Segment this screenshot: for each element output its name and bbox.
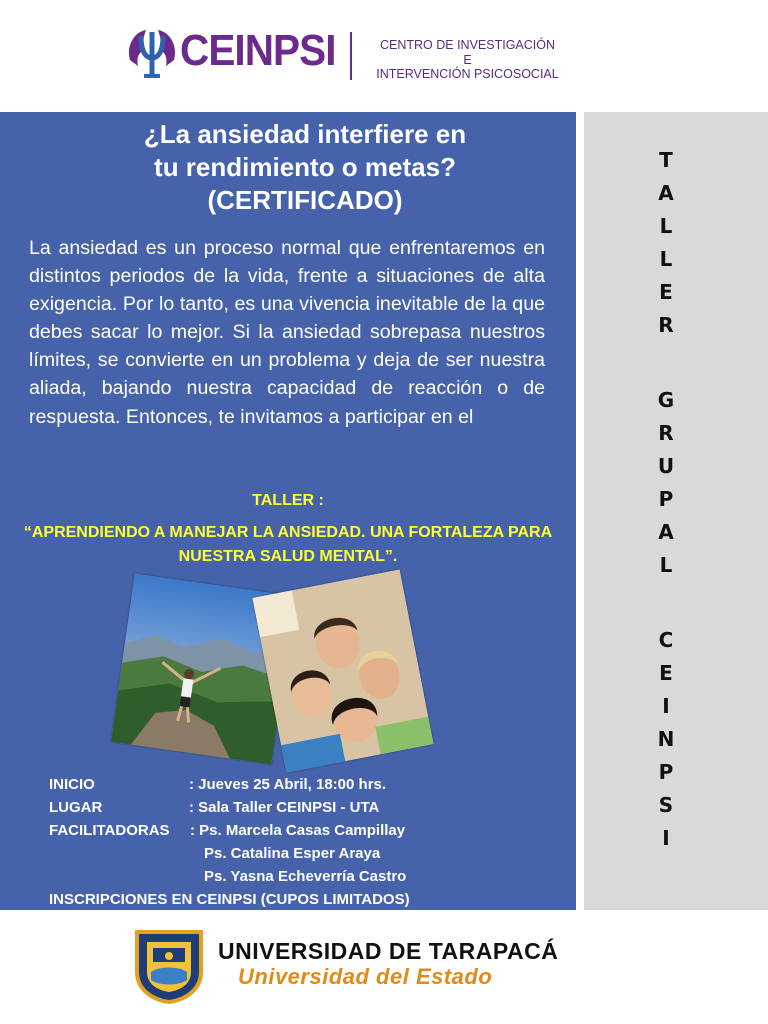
facilitadora-3: Ps. Yasna Echeverría Castro (204, 868, 407, 885)
taller-name: “APRENDIENDO A MANEJAR LA ANSIEDAD. UNA FORTALEZA PARA NUESTRA SALUD MENTAL”. (23, 524, 553, 565)
lugar-value: : Sala Taller CEINPSI - UTA (189, 799, 380, 816)
side-letter: P (658, 760, 674, 784)
side-letter: A (658, 181, 674, 205)
university-tagline: Universidad del Estado (238, 964, 493, 989)
side-letter: L (659, 214, 673, 238)
side-letter: I (662, 694, 670, 718)
psi-heads-icon (124, 22, 180, 82)
side-letter: R (658, 313, 674, 337)
side-letter: T (659, 148, 673, 172)
subtitle-line-1: CENTRO DE INVESTIGACIÓN (379, 38, 556, 52)
side-letter: I (662, 826, 670, 850)
facilitadora-1: : Ps. Marcela Casas Campillay (190, 822, 406, 839)
side-letter: E (659, 661, 673, 685)
side-letter: A (658, 520, 674, 544)
taller-label: TALLER : (252, 492, 324, 509)
side-letter: L (659, 247, 673, 271)
subtitle-line-2: E (463, 52, 472, 67)
side-word-ceinpsi (642, 624, 690, 855)
university-name: UNIVERSIDAD DE TARAPACÁ (218, 938, 559, 964)
logo-divider (350, 32, 352, 80)
side-letter: P (658, 487, 674, 511)
side-word-grupal (642, 384, 690, 582)
side-word-taller (642, 144, 690, 342)
ceinpsi-header (118, 0, 574, 112)
title-line-2: tu rendimiento o metas? (154, 152, 456, 182)
ceinpsi-logo-text: CEINPSI (180, 26, 336, 75)
lugar-label: LUGAR (49, 799, 103, 816)
inicio-value: : Jueves 25 Abril, 18:00 hrs. (189, 776, 387, 793)
side-letter: R (658, 421, 674, 445)
inscripciones-text: INSCRIPCIONES EN CEINPSI (CUPOS LIMITADOS) (49, 891, 410, 908)
side-letter: L (659, 553, 673, 577)
side-letter: C (658, 628, 674, 652)
title-line-1: ¿La ansiedad interfiere en (143, 119, 467, 149)
side-letter: U (657, 454, 675, 478)
ceinpsi-subtitle (360, 38, 575, 82)
side-letter: E (659, 280, 673, 304)
side-letter: S (658, 793, 674, 817)
intro-paragraph: La ansiedad es un proceso normal que enfrentaremos en distintos periodos de la vida, frente a situaciones de alta exigencia. Por lo tanto, es una vivencia inevitable de la que debes sacar lo mejor. Si la ansiedad sobrepasa nuestros límites, se convierte en un problema y deja de ser nuestra aliada, bajando nuestra capacidad de reacción o de respuesta. Entonces, te invitamos a participar en el (29, 237, 545, 428)
title-line-3: (CERTIFICADO) (207, 185, 403, 215)
facilitadora-2: Ps. Catalina Esper Araya (204, 845, 381, 862)
side-letter: G (657, 388, 675, 412)
page-title (80, 118, 530, 217)
uta-crest-icon (133, 928, 205, 1004)
inicio-label: INICIO (49, 776, 95, 793)
side-letter: N (657, 727, 675, 751)
facilitadoras-label: FACILITADORAS (49, 822, 170, 839)
subtitle-line-3: INTERVENCIÓN PSICOSOCIAL (376, 67, 559, 81)
